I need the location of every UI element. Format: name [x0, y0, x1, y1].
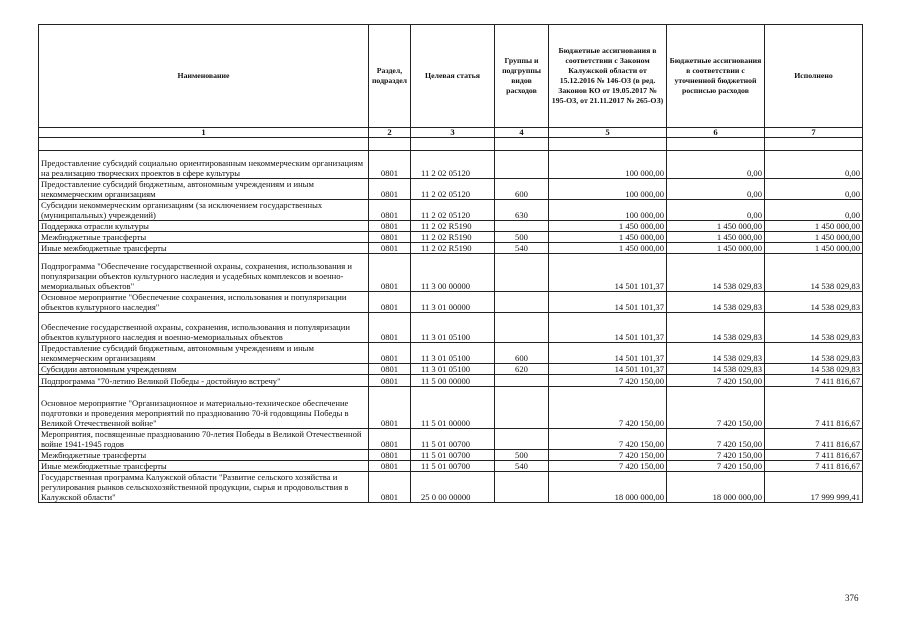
row-executed: 14 538 029,83 — [765, 292, 863, 313]
row-target-article: 11 5 01 00000 — [411, 387, 495, 429]
table-row — [39, 254, 863, 292]
column-number: 4 — [495, 128, 549, 138]
row-executed: 7 411 816,67 — [765, 375, 863, 387]
row-section: 0801 — [369, 387, 411, 429]
column-number: 3 — [411, 128, 495, 138]
row-budget-law: 1 450 000,00 — [549, 221, 667, 232]
row-expense-group: 540 — [495, 243, 549, 254]
table-body — [39, 138, 863, 503]
row-expense-group — [495, 387, 549, 429]
row-name: Обеспечение государственной охраны, сохранения, использования и популяризации объектов культурного наследия и военно-мемориальных объектов — [39, 313, 369, 343]
table-row — [39, 179, 863, 200]
row-section: 0801 — [369, 221, 411, 232]
spacer-row — [39, 138, 863, 151]
row-name: Межбюджетные трансферты — [39, 232, 369, 243]
header-budget-refined: Бюджетные ассигнования в соответствии с уточненной бюджетной росписью расходов — [667, 25, 765, 128]
row-budget-law: 7 420 150,00 — [549, 429, 667, 450]
row-target-article: 11 2 02 R5190 — [411, 232, 495, 243]
row-target-article: 11 3 00 00000 — [411, 254, 495, 292]
row-budget-law: 7 420 150,00 — [549, 387, 667, 429]
column-number: 2 — [369, 128, 411, 138]
table-row — [39, 232, 863, 243]
row-expense-group: 540 — [495, 461, 549, 472]
table-row — [39, 200, 863, 221]
row-budget-law: 14 501 101,37 — [549, 254, 667, 292]
row-budget-refined: 7 420 150,00 — [667, 429, 765, 450]
row-section: 0801 — [369, 151, 411, 179]
row-expense-group — [495, 313, 549, 343]
row-expense-group: 500 — [495, 450, 549, 461]
row-budget-refined: 14 538 029,83 — [667, 364, 765, 375]
row-target-article: 11 3 01 05100 — [411, 364, 495, 375]
row-budget-refined: 7 420 150,00 — [667, 387, 765, 429]
column-number: 7 — [765, 128, 863, 138]
row-executed: 14 538 029,83 — [765, 254, 863, 292]
table-row — [39, 151, 863, 179]
row-target-article: 11 5 01 00700 — [411, 461, 495, 472]
row-name: Основное мероприятие "Обеспечение сохранения, использования и популяризации объектов культурного наследия" — [39, 292, 369, 313]
row-executed: 17 999 999,41 — [765, 472, 863, 503]
row-executed: 0,00 — [765, 151, 863, 179]
row-section: 0801 — [369, 254, 411, 292]
row-name: Предоставление субсидий бюджетным, автономным учреждениям и иным некоммерческим организациям — [39, 179, 369, 200]
row-budget-refined: 1 450 000,00 — [667, 221, 765, 232]
column-number: 6 — [667, 128, 765, 138]
row-target-article: 11 3 01 00000 — [411, 292, 495, 313]
table-row — [39, 292, 863, 313]
row-section: 0801 — [369, 179, 411, 200]
row-target-article: 11 5 01 00700 — [411, 429, 495, 450]
column-number: 1 — [39, 128, 369, 138]
row-executed: 1 450 000,00 — [765, 221, 863, 232]
table-row — [39, 243, 863, 254]
row-executed: 14 538 029,83 — [765, 343, 863, 364]
row-budget-refined: 0,00 — [667, 151, 765, 179]
row-executed: 7 411 816,67 — [765, 387, 863, 429]
row-budget-refined: 14 538 029,83 — [667, 313, 765, 343]
table-row — [39, 472, 863, 503]
row-name: Поддержка отрасли культуры — [39, 221, 369, 232]
table-row — [39, 364, 863, 375]
row-executed: 14 538 029,83 — [765, 313, 863, 343]
row-target-article: 11 2 02 05120 — [411, 179, 495, 200]
row-budget-refined: 14 538 029,83 — [667, 343, 765, 364]
row-section: 0801 — [369, 472, 411, 503]
row-executed: 0,00 — [765, 179, 863, 200]
budget-report-sheet — [38, 24, 862, 503]
row-name: Мероприятия, посвященные празднованию 70-летия Победы в Великой Отечественной войне 1941-1945 годов — [39, 429, 369, 450]
row-section: 0801 — [369, 200, 411, 221]
row-budget-refined: 7 420 150,00 — [667, 375, 765, 387]
row-expense-group — [495, 429, 549, 450]
row-budget-law: 7 420 150,00 — [549, 375, 667, 387]
row-budget-law: 1 450 000,00 — [549, 232, 667, 243]
row-budget-law: 18 000 000,00 — [549, 472, 667, 503]
row-executed: 7 411 816,67 — [765, 450, 863, 461]
row-section: 0801 — [369, 292, 411, 313]
row-budget-refined: 7 420 150,00 — [667, 461, 765, 472]
header-expense-group: Группы и подгруппы видов расходов — [495, 25, 549, 128]
row-expense-group: 500 — [495, 232, 549, 243]
row-section: 0801 — [369, 375, 411, 387]
row-executed: 7 411 816,67 — [765, 461, 863, 472]
row-executed: 0,00 — [765, 200, 863, 221]
table-row — [39, 313, 863, 343]
budget-table — [38, 24, 863, 503]
row-expense-group: 600 — [495, 343, 549, 364]
row-budget-refined: 1 450 000,00 — [667, 232, 765, 243]
table-row — [39, 375, 863, 387]
row-expense-group: 620 — [495, 364, 549, 375]
row-target-article: 11 5 00 00000 — [411, 375, 495, 387]
row-budget-law: 100 000,00 — [549, 200, 667, 221]
row-name: Межбюджетные трансферты — [39, 450, 369, 461]
row-name: Иные межбюджетные трансферты — [39, 243, 369, 254]
row-name: Подпрограмма "70-летию Великой Победы - достойную встречу" — [39, 375, 369, 387]
table-row — [39, 429, 863, 450]
row-section: 0801 — [369, 343, 411, 364]
row-expense-group — [495, 254, 549, 292]
page-number: 376 — [845, 593, 859, 603]
header-name: Наименование — [39, 25, 369, 128]
row-target-article: 11 2 02 R5190 — [411, 221, 495, 232]
table-row — [39, 461, 863, 472]
header-target-article: Целевая статья — [411, 25, 495, 128]
row-budget-refined: 14 538 029,83 — [667, 292, 765, 313]
row-executed: 14 538 029,83 — [765, 364, 863, 375]
table-row — [39, 450, 863, 461]
row-budget-refined: 0,00 — [667, 179, 765, 200]
row-expense-group — [495, 472, 549, 503]
row-expense-group — [495, 221, 549, 232]
row-name: Предоставление субсидий бюджетным, автономным учреждениям и иным некоммерческим организациям — [39, 343, 369, 364]
row-expense-group — [495, 292, 549, 313]
row-name: Иные межбюджетные трансферты — [39, 461, 369, 472]
row-name: Субсидии автономным учреждениям — [39, 364, 369, 375]
row-name: Предоставление субсидий социально ориентированным некоммерческим организациям на реализацию творческих проектов в сфере культуры — [39, 151, 369, 179]
column-number: 5 — [549, 128, 667, 138]
row-section: 0801 — [369, 364, 411, 375]
row-budget-law: 7 420 150,00 — [549, 461, 667, 472]
row-expense-group — [495, 375, 549, 387]
header-budget-law: Бюджетные ассигнования в соответствии с Законом Калужской области от 15.12.2016 № 146-ОЗ (в ред. Законов КО от 19.05.2017 № 195-ОЗ, от 21.11.2017 № 265-ОЗ) — [549, 25, 667, 128]
table-row — [39, 387, 863, 429]
row-section: 0801 — [369, 461, 411, 472]
row-budget-law: 14 501 101,37 — [549, 343, 667, 364]
row-name: Субсидии некоммерческим организациям (за исключением государственных (муниципальных) учреждений) — [39, 200, 369, 221]
row-target-article: 11 2 02 05120 — [411, 151, 495, 179]
row-budget-refined: 14 538 029,83 — [667, 254, 765, 292]
row-budget-law: 14 501 101,37 — [549, 364, 667, 375]
row-name: Основное мероприятие "Организационное и материально-техническое обеспечение подготовки и проведения мероприятий по празднованию 70-й годовщины Победы в Великой Отечественной войне" — [39, 387, 369, 429]
row-target-article: 11 3 01 05100 — [411, 313, 495, 343]
column-number-row — [39, 128, 863, 138]
row-budget-law: 100 000,00 — [549, 151, 667, 179]
row-expense-group: 600 — [495, 179, 549, 200]
row-section: 0801 — [369, 243, 411, 254]
row-budget-refined: 1 450 000,00 — [667, 243, 765, 254]
row-executed: 7 411 816,67 — [765, 429, 863, 450]
row-section: 0801 — [369, 450, 411, 461]
row-target-article: 25 0 00 00000 — [411, 472, 495, 503]
header-section: Раздел, подраздел — [369, 25, 411, 128]
row-expense-group: 630 — [495, 200, 549, 221]
row-section: 0801 — [369, 313, 411, 343]
table-row — [39, 343, 863, 364]
row-budget-law: 14 501 101,37 — [549, 313, 667, 343]
row-expense-group — [495, 151, 549, 179]
table-row — [39, 221, 863, 232]
row-name: Подпрограмма "Обеспечение государственной охраны, сохранения, использования и популяризации объектов культурного наследия и усадебных комплексов и военно-мемориальных объектов" — [39, 254, 369, 292]
row-budget-refined: 18 000 000,00 — [667, 472, 765, 503]
row-budget-law: 14 501 101,37 — [549, 292, 667, 313]
row-budget-law: 1 450 000,00 — [549, 243, 667, 254]
table-header-row — [39, 25, 863, 128]
row-name: Государственная программа Калужской области "Развитие сельского хозяйства и регулирования рынков сельскохозяйственной продукции, сырья и продовольствия в Калужской области" — [39, 472, 369, 503]
row-section: 0801 — [369, 429, 411, 450]
row-target-article: 11 3 01 05100 — [411, 343, 495, 364]
row-executed: 1 450 000,00 — [765, 232, 863, 243]
row-executed: 1 450 000,00 — [765, 243, 863, 254]
row-target-article: 11 2 02 R5190 — [411, 243, 495, 254]
header-executed: Исполнено — [765, 25, 863, 128]
row-section: 0801 — [369, 232, 411, 243]
row-budget-law: 7 420 150,00 — [549, 450, 667, 461]
row-budget-refined: 0,00 — [667, 200, 765, 221]
row-budget-law: 100 000,00 — [549, 179, 667, 200]
row-target-article: 11 2 02 05120 — [411, 200, 495, 221]
row-budget-refined: 7 420 150,00 — [667, 450, 765, 461]
row-target-article: 11 5 01 00700 — [411, 450, 495, 461]
